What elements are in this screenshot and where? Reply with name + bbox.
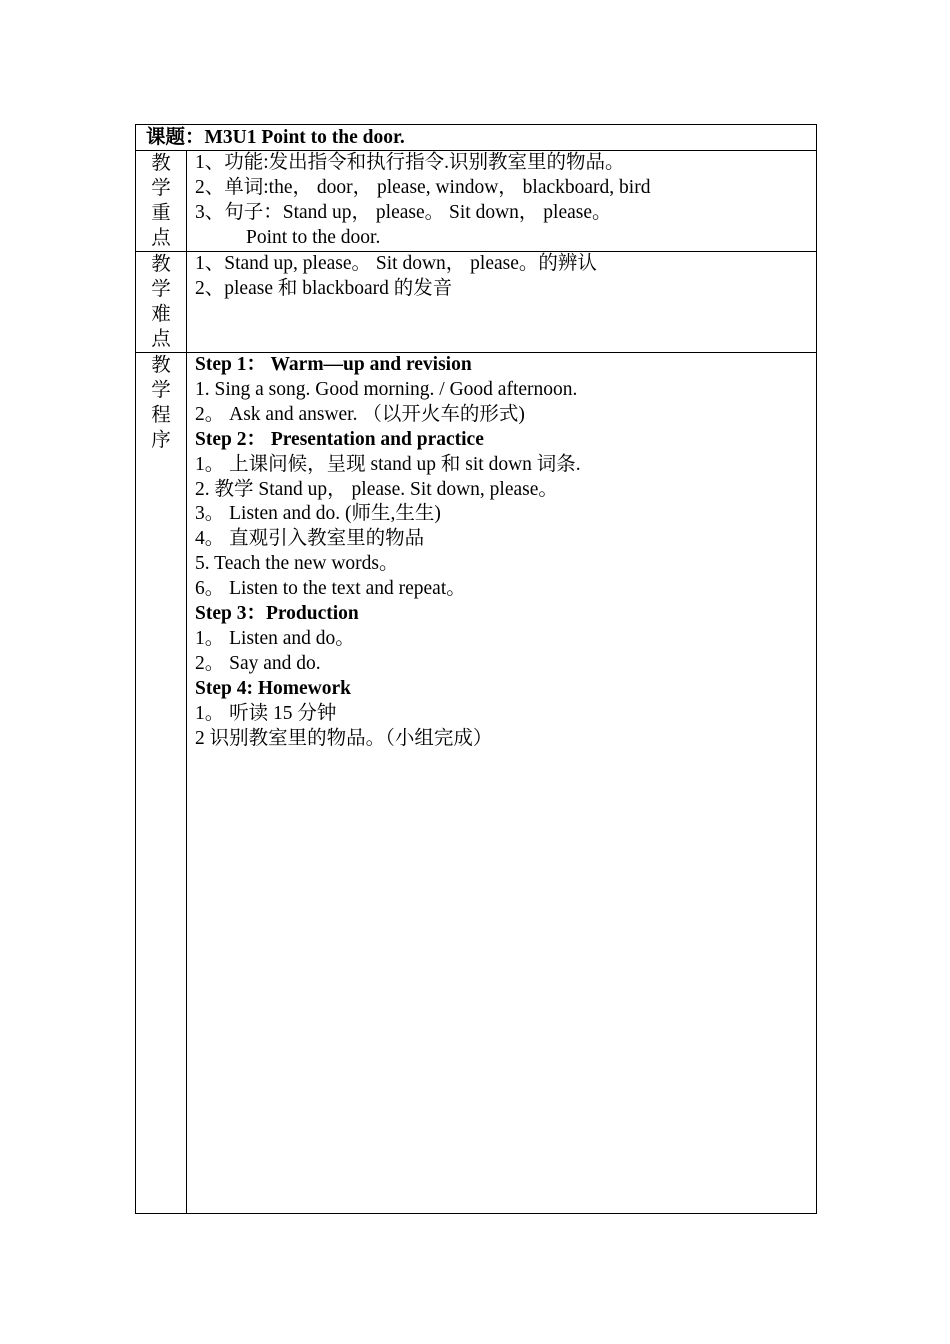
step1-line: 2。 Ask and answer. （以开火车的形式) <box>195 403 525 425</box>
label-char: 难 <box>151 304 171 325</box>
step2-line: 1。 上课问候，呈现 stand up 和 sit down 词条. <box>195 453 581 475</box>
label-char: 点 <box>151 228 171 249</box>
label-char: 学 <box>151 279 171 300</box>
label-char: 学 <box>151 178 171 199</box>
step4-line: 2 识别教室里的物品。（小组完成） <box>195 727 493 749</box>
label-char: 教 <box>151 254 171 275</box>
key-points-row <box>136 151 817 252</box>
step3-line: 1。 Listen and do。 <box>195 627 355 649</box>
key-points-label <box>136 151 187 252</box>
step4-line: 1。 听读 15 分钟 <box>195 702 337 724</box>
label-char: 程 <box>151 405 171 426</box>
difficulties-label <box>136 252 187 353</box>
step3-heading: Step 3：Production <box>195 603 359 625</box>
procedure-row <box>136 353 817 1214</box>
difficulties-row <box>136 252 817 353</box>
procedure-label <box>136 353 187 1214</box>
step3-line: 2。 Say and do. <box>195 652 321 674</box>
step2-line: 3。 Listen and do. (师生,生生) <box>195 503 441 525</box>
difficulty-line: 2、please 和 blackboard 的发音 <box>195 277 453 299</box>
step2-line: 5. Teach the new words。 <box>195 553 399 575</box>
step2-heading: Step 2： Presentation and practice <box>195 428 484 450</box>
lesson-plan-table <box>135 124 817 1214</box>
step1-line: 1. Sing a song. Good morning. / Good afternoon. <box>195 378 578 400</box>
key-point-line: 3、句子：Stand up， please。 Sit down， please。 <box>195 201 612 223</box>
key-points-content <box>187 151 817 252</box>
key-point-line: 1、功能:发出指令和执行指令.识别教室里的物品。 <box>195 152 625 173</box>
step1-heading: Step 1： Warm—up and revision <box>195 354 472 375</box>
step2-line: 2. 教学 Stand up， please. Sit down, please。 <box>195 478 558 500</box>
label-char: 序 <box>151 430 171 451</box>
step2-line: 6。 Listen to the text and repeat。 <box>195 578 466 600</box>
difficulties-content <box>187 252 817 353</box>
label-char: 点 <box>151 329 171 350</box>
label-char: 学 <box>151 380 171 401</box>
step4-heading: Step 4: Homework <box>195 677 351 699</box>
title-row <box>136 125 817 151</box>
label-char: 教 <box>151 153 171 174</box>
lesson-title: 课题：M3U1 Point to the door. <box>136 125 817 151</box>
key-point-line: 2、单词:the， door， please, window， blackboard, bird <box>195 176 651 198</box>
difficulty-line: 1、Stand up, please。 Sit down， please。的辨认 <box>195 253 597 274</box>
label-char: 教 <box>151 355 171 376</box>
step2-line: 4。 直观引入教室里的物品 <box>195 528 425 550</box>
label-char: 重 <box>151 203 171 224</box>
key-point-line: Point to the door. <box>246 226 381 248</box>
procedure-content <box>187 353 817 1214</box>
